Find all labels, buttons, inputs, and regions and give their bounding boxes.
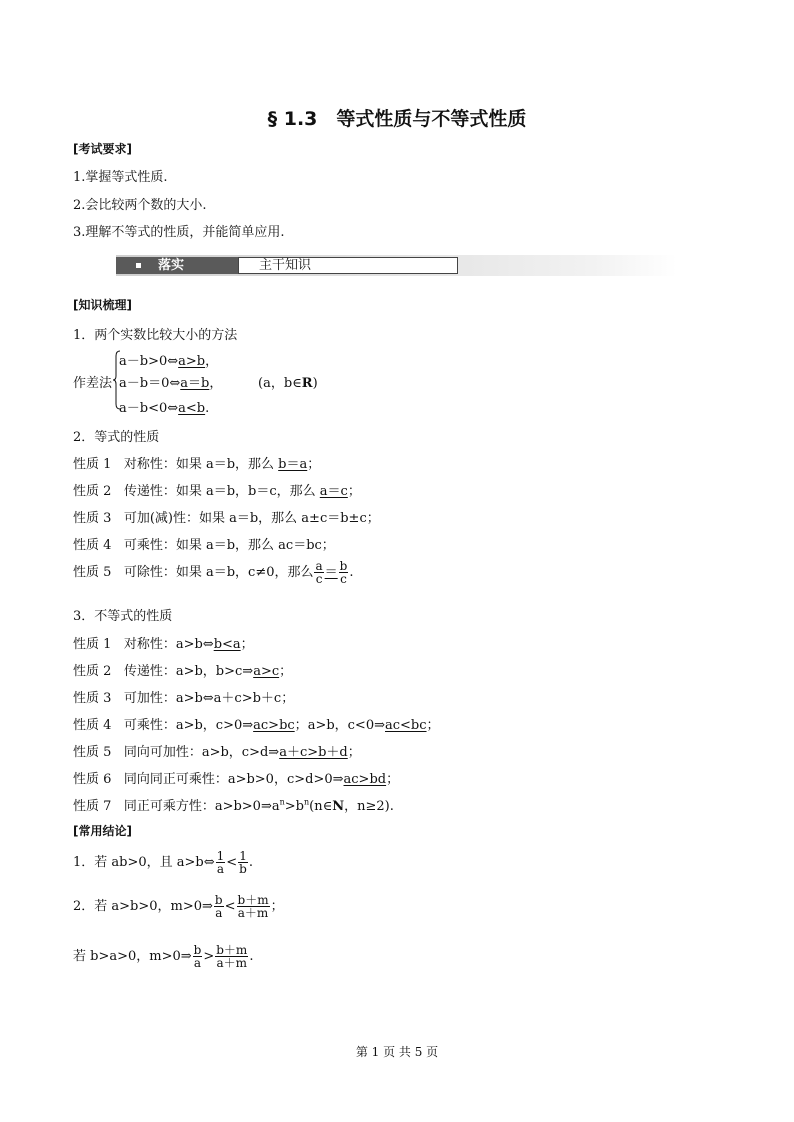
ineq-prop-6-pre: a>b>0，c>d>0⇒ bbox=[227, 772, 344, 787]
diff-line-2 bbox=[119, 372, 222, 391]
fraction-a-over-c bbox=[314, 560, 323, 585]
banner-left-label: 落实 bbox=[158, 258, 185, 273]
eq-prop-3-label: 性质 3 bbox=[73, 511, 112, 526]
eq-prop-2-pre: 如果 a＝b，b＝c，那么 bbox=[175, 484, 320, 499]
ineq-prop-3-name: 可加性： bbox=[123, 691, 176, 706]
diff-line-1-answer: a>b bbox=[178, 354, 206, 369]
diff-line-1-post: ， bbox=[205, 354, 219, 369]
ineq-prop-1-pre: a>b⇔ bbox=[175, 637, 214, 652]
ineq-prop-4-answer2: ac<bc bbox=[385, 718, 427, 733]
ineq-prop-7 bbox=[73, 795, 394, 814]
ineq-prop-5-name: 同向可加性： bbox=[123, 745, 202, 760]
ineq-prop-3 bbox=[73, 687, 294, 706]
diff-line-2-answer: a＝b bbox=[180, 376, 210, 391]
conclusion-3-operator: > bbox=[203, 949, 215, 964]
fraction-denominator: c bbox=[315, 572, 323, 586]
eq-prop-2-label: 性质 2 bbox=[73, 484, 112, 499]
fraction-b-over-c bbox=[339, 560, 349, 585]
ineq-prop-2 bbox=[73, 660, 292, 679]
exam-req-item-1: 1.掌握等式性质. bbox=[73, 170, 168, 185]
ineq-prop-5-label: 性质 5 bbox=[73, 745, 112, 760]
ineq-prop-1-name: 对称性： bbox=[123, 637, 176, 652]
ineq-prop-6 bbox=[73, 768, 399, 787]
ineq-prop-4-name: 可乘性： bbox=[123, 718, 176, 733]
ineq-prop-4-label: 性质 4 bbox=[73, 718, 112, 733]
ineq-prop-2-label: 性质 2 bbox=[73, 664, 112, 679]
ineq-prop-4-pre2: a>b，c<0⇒ bbox=[307, 718, 385, 733]
conclusion-2-pre: 2．若 a>b>0，m>0⇒ bbox=[73, 899, 213, 914]
ineq-prop-5-answer: a＋c>b＋d bbox=[279, 745, 348, 760]
exponent-n: n bbox=[279, 797, 285, 807]
knowledge-heading: [知识梳理] bbox=[73, 298, 132, 312]
eq-prop-3-text: 如果 a＝b，那么 a±c＝b±c； bbox=[198, 511, 380, 526]
diff-line-3-pre: a－b<0⇔ bbox=[119, 401, 179, 416]
banner-left bbox=[116, 257, 238, 274]
fraction-b-over-a bbox=[193, 944, 203, 969]
conclusion-1-pre: 1．若 ab>0，且 a>b⇔ bbox=[73, 855, 215, 870]
ineq-prop-4-pre: a>b，c>0⇒ bbox=[175, 718, 254, 733]
eq-prop-5-pre: 如果 a＝b，c≠0，那么 bbox=[175, 565, 314, 580]
diff-line-3-answer: a<b bbox=[178, 401, 206, 416]
fraction-b-plus-m-over-a-plus-m bbox=[215, 944, 248, 969]
ineq-prop-5-post: ； bbox=[347, 745, 361, 760]
ineq-prop-5 bbox=[73, 741, 361, 760]
diff-line-3-post: . bbox=[205, 401, 210, 416]
eq-prop-4-text: 如果 a＝b，那么 ac＝bc； bbox=[175, 538, 335, 553]
eq-prop-5 bbox=[73, 560, 353, 585]
ineq-prop-6-name: 同向同正可乘性： bbox=[123, 772, 228, 787]
eq-prop-4-label: 性质 4 bbox=[73, 538, 112, 553]
diff-condition-text: (a，b∈ bbox=[258, 376, 302, 391]
conclusion-1 bbox=[73, 850, 253, 875]
section-2-title: 2．等式的性质 bbox=[73, 430, 160, 445]
diff-method-label: 作差法 bbox=[73, 376, 113, 391]
eq-prop-2-name: 传递性： bbox=[123, 484, 176, 499]
ineq-prop-6-answer: ac>bd bbox=[343, 772, 387, 787]
eq-prop-3 bbox=[73, 507, 380, 526]
exam-requirements-heading: [考试要求] bbox=[73, 142, 132, 156]
ineq-prop-2-pre: a>b，b>c⇒ bbox=[175, 664, 254, 679]
banner-right-label: 主干知识 bbox=[259, 258, 312, 273]
fraction-denominator: a＋m bbox=[216, 956, 248, 970]
eq-prop-1-post: ； bbox=[307, 457, 321, 472]
conclusion-1-post: . bbox=[248, 855, 253, 870]
ineq-prop-1 bbox=[73, 633, 254, 652]
ineq-prop-6-post: ； bbox=[386, 772, 400, 787]
eq-prop-1-answer: b＝a bbox=[278, 457, 308, 472]
section-1-title: 1．两个实数比较大小的方法 bbox=[73, 328, 238, 343]
fraction-numerator: 1 bbox=[216, 849, 225, 863]
ineq-prop-5-pre: a>b，c>d⇒ bbox=[201, 745, 280, 760]
conclusion-3 bbox=[73, 944, 253, 969]
diff-condition bbox=[258, 372, 318, 391]
eq-prop-5-post: . bbox=[349, 565, 354, 580]
natural-set-symbol: N bbox=[332, 799, 345, 814]
conclusion-2 bbox=[73, 894, 284, 919]
exam-req-item-3: 3.理解不等式的性质，并能简单应用. bbox=[73, 225, 285, 240]
square-bullet-icon bbox=[136, 263, 141, 268]
section-banner bbox=[116, 255, 677, 276]
fraction-numerator: 1 bbox=[239, 849, 247, 863]
fraction-numerator: b＋m bbox=[216, 943, 248, 957]
eq-prop-5-label: 性质 5 bbox=[73, 565, 112, 580]
fraction-numerator: b bbox=[214, 893, 223, 907]
fraction-b-plus-m-over-a-plus-m bbox=[237, 894, 270, 919]
ineq-prop-1-post: ； bbox=[240, 637, 254, 652]
banner-right bbox=[238, 257, 458, 274]
eq-prop-2-post: ； bbox=[347, 484, 361, 499]
ineq-prop-7-name: 同正可乘方性： bbox=[123, 799, 215, 814]
ineq-prop-7-text-1: a>b>0⇒a bbox=[214, 799, 280, 814]
conclusion-3-post: . bbox=[249, 949, 254, 964]
ineq-prop-4 bbox=[73, 714, 440, 733]
ineq-prop-4-post: ； bbox=[294, 718, 308, 733]
fraction-numerator: b bbox=[339, 559, 348, 573]
conclusion-3-pre: 若 b>a>0，m>0⇒ bbox=[73, 949, 192, 964]
fraction-numerator: b＋m bbox=[237, 893, 269, 907]
diff-line-1 bbox=[119, 350, 218, 369]
diff-condition-end: ) bbox=[312, 376, 318, 391]
ineq-prop-7-text-2: >b bbox=[284, 799, 304, 814]
eq-prop-4-name: 可乘性： bbox=[123, 538, 176, 553]
page-title: § 1.3 等式性质与不等式性质 bbox=[267, 108, 527, 130]
fraction-numerator: b bbox=[193, 943, 202, 957]
ineq-prop-7-text-4: ，n≥2). bbox=[344, 799, 394, 814]
exponent-n: n bbox=[303, 797, 310, 807]
fraction-denominator: a bbox=[216, 862, 225, 876]
real-set-symbol: R bbox=[301, 376, 313, 391]
fraction-1-over-a bbox=[216, 850, 226, 875]
eq-prop-1-pre: 如果 a＝b，那么 bbox=[175, 457, 279, 472]
diff-line-2-pre: a－b＝0⇔ bbox=[119, 376, 181, 391]
fraction-denominator: b bbox=[239, 862, 247, 876]
ineq-prop-2-post: ； bbox=[279, 664, 293, 679]
conclusion-2-operator: < bbox=[224, 899, 236, 914]
ineq-prop-2-answer: a>c bbox=[253, 664, 280, 679]
fraction-numerator: a bbox=[315, 559, 323, 573]
eq-prop-5-answer: ＝ bbox=[324, 565, 338, 580]
fraction-denominator: a bbox=[193, 956, 202, 970]
fraction-denominator: c bbox=[340, 572, 347, 586]
conclusions-heading: [常用结论] bbox=[73, 824, 132, 838]
ineq-prop-2-name: 传递性： bbox=[123, 664, 176, 679]
ineq-prop-3-text: a>b⇔a＋c>b＋c； bbox=[175, 691, 295, 706]
diff-line-2-post: ， bbox=[209, 376, 223, 391]
ineq-prop-3-label: 性质 3 bbox=[73, 691, 112, 706]
eq-prop-1-name: 对称性： bbox=[123, 457, 176, 472]
diff-line-1-pre: a－b>0⇔ bbox=[119, 354, 179, 369]
exam-req-item-2: 2.会比较两个数的大小. bbox=[73, 198, 207, 213]
eq-prop-2-answer: a＝c bbox=[319, 484, 348, 499]
eq-prop-2 bbox=[73, 480, 361, 499]
ineq-prop-7-text-3: (n∈ bbox=[309, 799, 333, 814]
fraction-b-over-a bbox=[214, 894, 224, 919]
eq-prop-3-name: 可加(减)性： bbox=[123, 511, 199, 526]
ineq-prop-1-answer: b<a bbox=[213, 637, 241, 652]
eq-prop-1 bbox=[73, 453, 320, 472]
eq-prop-5-name: 可除性： bbox=[123, 565, 176, 580]
ineq-prop-4-post2: ； bbox=[426, 718, 440, 733]
ineq-prop-7-label: 性质 7 bbox=[73, 799, 112, 814]
section-3-title: 3．不等式的性质 bbox=[73, 609, 173, 624]
page-footer: 第 1 页 共 5 页 bbox=[355, 1045, 439, 1059]
ineq-prop-6-label: 性质 6 bbox=[73, 772, 112, 787]
eq-prop-1-label: 性质 1 bbox=[73, 457, 112, 472]
fraction-denominator: a＋m bbox=[237, 906, 269, 920]
conclusion-2-post: ； bbox=[270, 899, 284, 914]
fraction-denominator: a bbox=[215, 906, 223, 920]
diff-line-3 bbox=[119, 397, 209, 416]
eq-prop-4 bbox=[73, 534, 335, 553]
ineq-prop-1-label: 性质 1 bbox=[73, 637, 112, 652]
fraction-1-over-b bbox=[238, 850, 248, 875]
ineq-prop-4-answer: ac>bc bbox=[253, 718, 295, 733]
conclusion-1-operator: < bbox=[226, 855, 238, 870]
